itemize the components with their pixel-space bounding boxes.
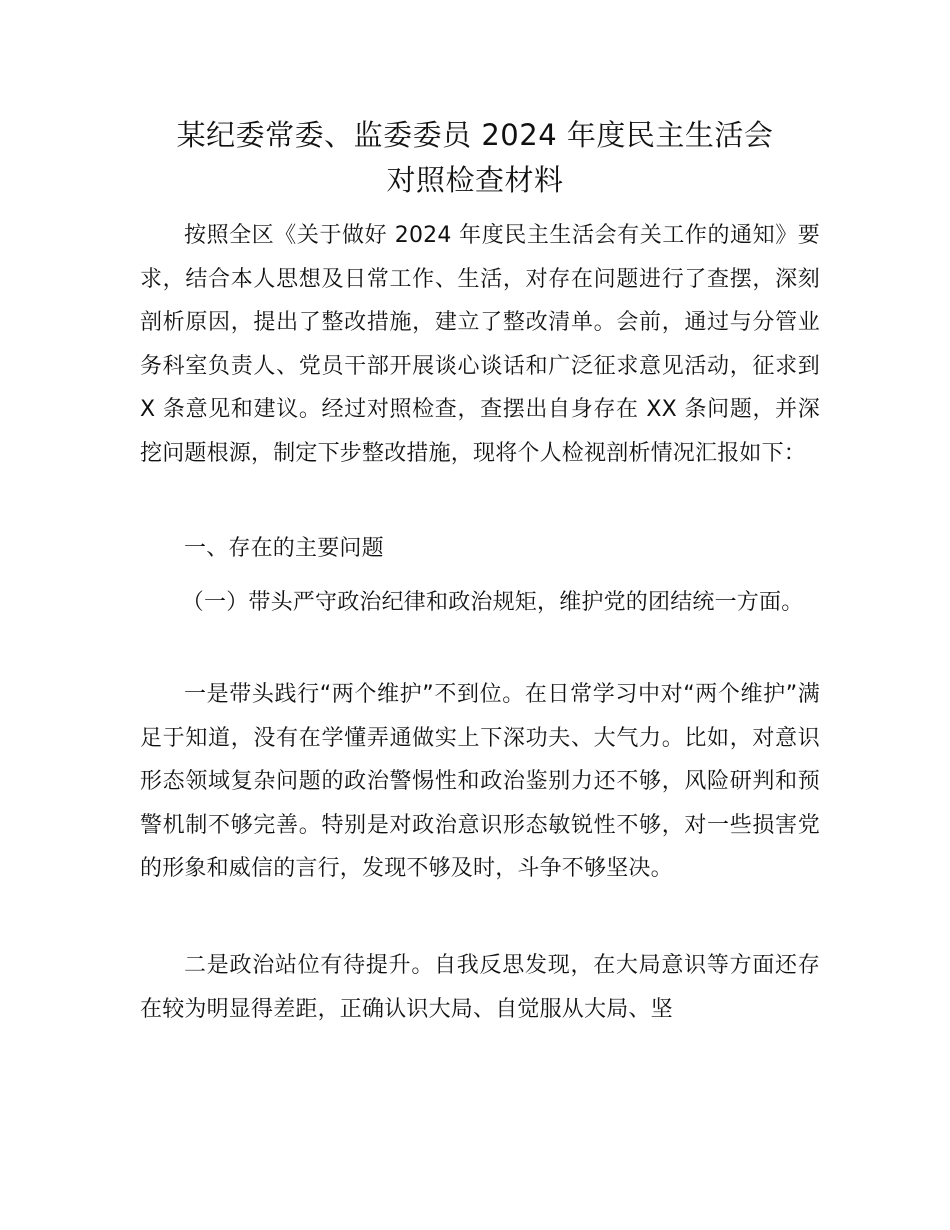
point-1-paragraph: 一是带头践行“两个维护”不到位。在日常学习中对“两个维护”满足于知道，没有在学懂弄通做实上下深功夫、大气力。比如，对意识形态领域复杂问题的政治警惕性和政治鉴别力还不够，风险研判和预警机制不够完善。特别是对政治意识形态敏锐性不够，对一些损害党的形象和威信的言行，发现不够及时，斗争不够坚决。 xyxy=(140,682,820,881)
subsection-heading-block xyxy=(140,581,820,625)
subsection-heading: （一）带头严守政治纪律和政治规矩，维护党的团结统一方面。 xyxy=(181,590,804,615)
document-title-line-1: 某纪委常委、监委委员 2024 年度民主生活会 xyxy=(176,118,774,152)
intro-paragraph: 按照全区《关于做好 2024 年度民主生活会有关工作的通知》要求，结合本人思想及日常工作、生活，对存在问题进行了查摆，深刻剖析原因，提出了整改措施，建立了整改清单。会前，通过与分管业务科室负责人、党员干部开展谈心谈话和广泛征求意见活动，征求到 X 条意见和建议。经过对照检查，查摆出自身存在 XX 条问题，并深挖问题根源，制定下步整改措施，现将个人检视剖析情况汇报如下： xyxy=(140,223,820,466)
section-heading-block xyxy=(140,527,820,571)
point-2-block xyxy=(140,944,820,1031)
document-title-line-2: 对照检查材料 xyxy=(386,163,564,197)
point-1-block xyxy=(140,673,820,891)
point-2-paragraph: 二是政治站位有待提升。自我反思发现，在大局意识等方面还存在较为明显得差距，正确认识大局、自觉服从大局、坚 xyxy=(140,953,820,1022)
section-heading: 一、存在的主要问题 xyxy=(184,536,384,561)
intro-paragraph-block xyxy=(140,214,820,475)
